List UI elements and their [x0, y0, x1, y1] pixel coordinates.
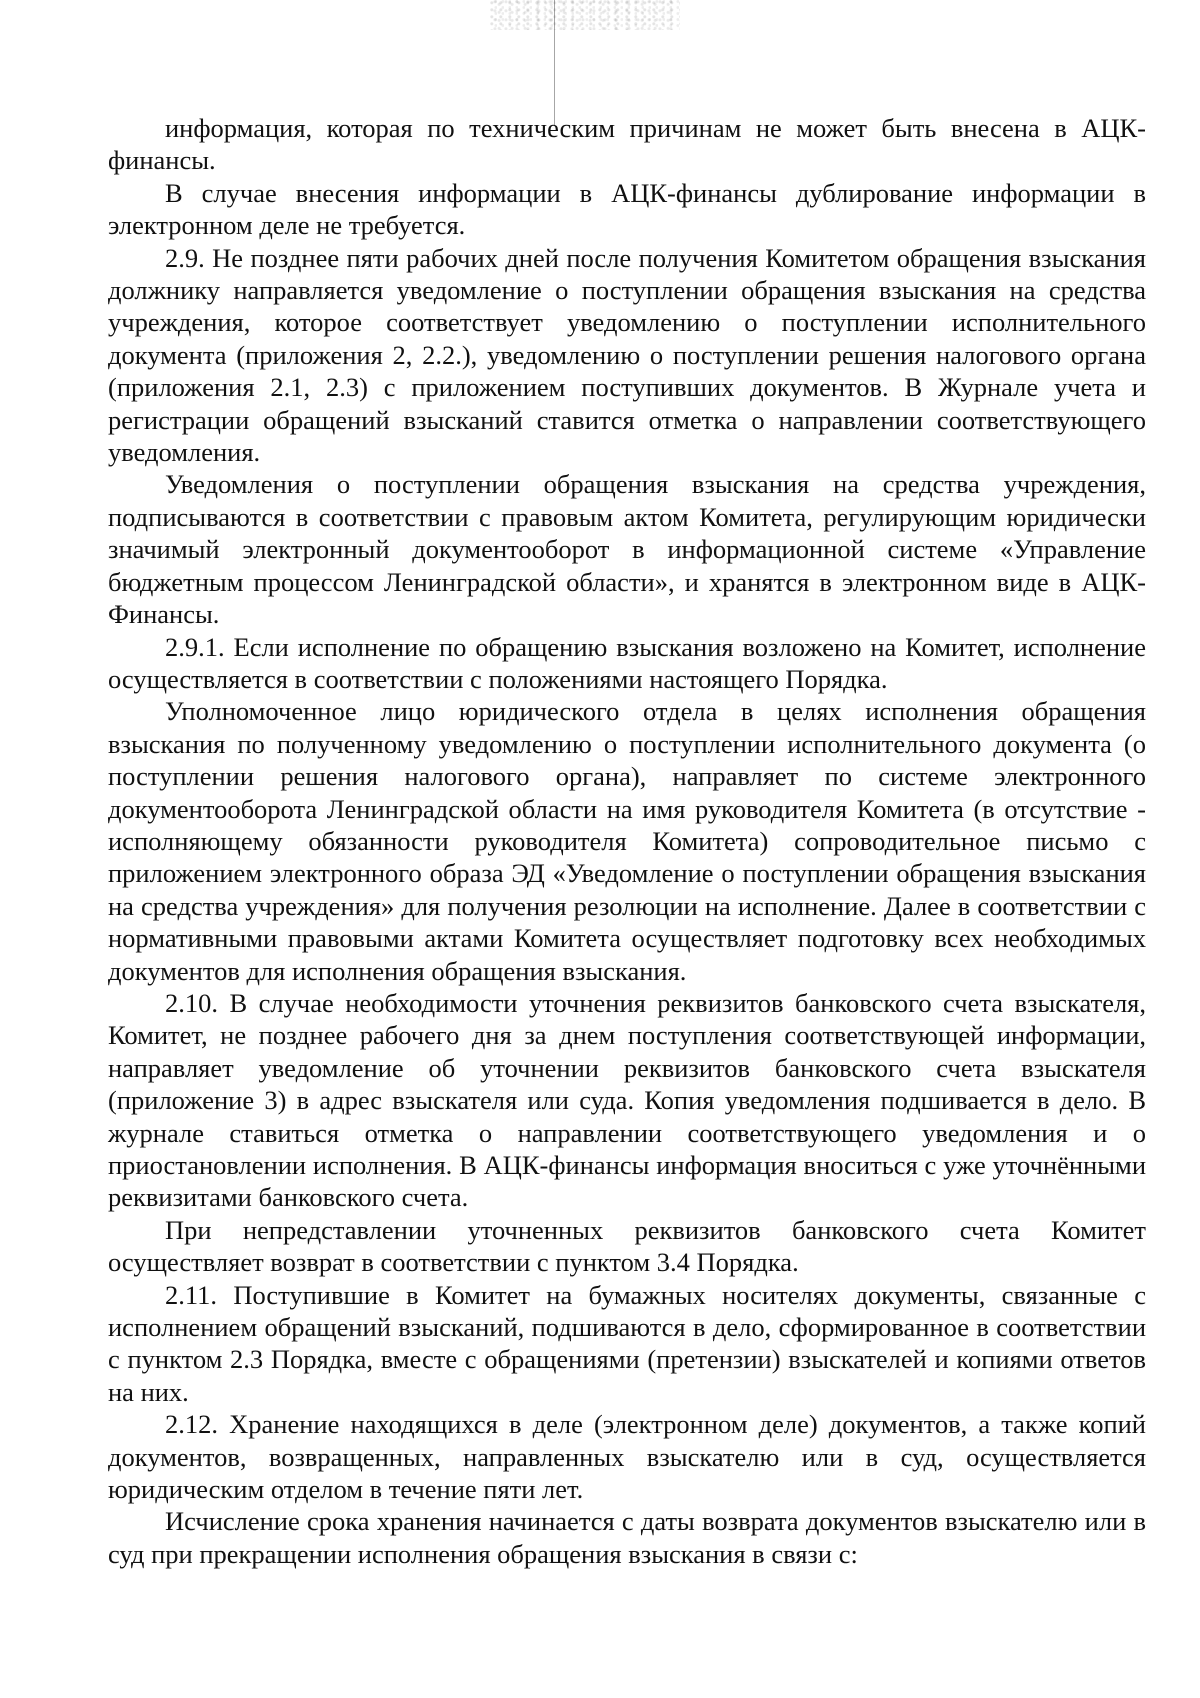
paragraph-ack-duplication: В случае внесения информации в АЦК-финансы дублирование информации в электронном деле не требуется.	[108, 177, 1146, 241]
paragraph-2-10: 2.10. В случае необходимости уточнения реквизитов банковского счета взыскателя, Комитет, не позднее рабочего дня за днем поступления соответствующей информации, направляет уведомление об уточнении реквизитов банковского счета взыскателя (приложение 3) в адрес взыскателя или суда. Копия уведомления подшивается в дело. В журнале ставиться отметка о направлении соответствующего уведомления и о приостановлении исполнения. В АЦК-финансы информация вноситься с уже уточнёнными реквизитами банковского счета.	[108, 987, 1146, 1213]
paragraph-storage-period: Исчисление срока хранения начинается с даты возврата документов взыскателю или в суд при прекращении исполнения обращения взыскания в связи с:	[108, 1506, 1146, 1569]
paragraph-2-9: 2.9. Не позднее пяти рабочих дней после получения Комитетом обращения взыскания должнику направляется уведомление о поступлении обращения взыскания на средства учреждения, которое соответствует уведомлению о поступлении исполнительного документа (приложения 2, 2.2.), уведомлению о поступлении решения налогового органа (приложения 2.1, 2.3) с приложением поступивших документов. В Журнале учета и регистрации обращений взысканий ставится отметка о направлении соответствующего уведомления.	[108, 242, 1146, 468]
document-body	[108, 112, 1146, 1570]
paragraph-notifications-signing: Уведомления о поступлении обращения взыскания на средства учреждения, подписываются в соответствии с правовым актом Комитета, регулирующим юридически значимый электронный документооборот в информационной системе «Управление бюджетным процессом Ленинградской области», и хранятся в электронном виде в АЦК-Финансы.	[108, 469, 1146, 630]
paragraph-2-11: 2.11. Поступившие в Комитет на бумажных носителях документы, связанные с исполнением обращений взысканий, подшиваются в дело, сформированное в соответствии с пунктом 2.3 Порядка, вместе с обращениями (претензии) взыскателей и копиями ответов на них.	[108, 1279, 1146, 1407]
paragraph-non-submission: При непредставлении уточненных реквизитов банковского счета Комитет осуществляет возврат в соответствии с пунктом 3.4 Порядка.	[108, 1214, 1146, 1278]
paragraph-2-9-1: 2.9.1. Если исполнение по обращению взыскания возложено на Комитет, исполнение осуществляется в соответствии с положениями настоящего Порядка.	[108, 631, 1146, 694]
paragraph-continuation: информация, которая по техническим причинам не может быть внесена в АЦК-финансы.	[108, 113, 1146, 176]
scan-artifact	[490, 0, 680, 30]
scan-fold-line	[554, 0, 555, 125]
paragraph-2-12: 2.12. Хранение находящихся в деле (электронном деле) документов, а также копий документов, возвращенных, направленных взыскателю или в суд, осуществляется юридическим отделом в течение пяти лет.	[108, 1409, 1146, 1505]
paragraph-legal-department: Уполномоченное лицо юридического отдела в целях исполнения обращения взыскания по полученному уведомлению о поступлении исполнительного документа (о поступлении решения налогового органа), направляет по системе электронного документооборота Ленинградской области на имя руководителя Комитета (в отсутствие - исполняющему обязанности руководителя Комитета) сопроводительное письмо с приложением электронного образа ЭД «Уведомление о поступлении обращения взыскания на средства учреждения» для получения резолюции на исполнение. Далее в соответствии с нормативными правовыми актами Комитета осуществляет подготовку всех необходимых документов для исполнения обращения взыскания.	[108, 696, 1146, 986]
